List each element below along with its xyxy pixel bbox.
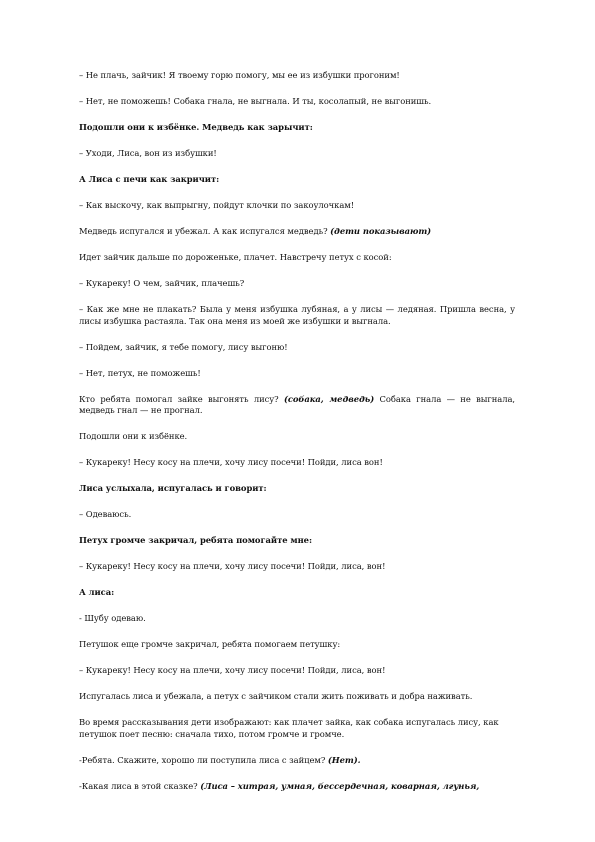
paragraph-text: – Кукареку! Несу косу на плечи, хочу лису посечи! Пойди, лиса вон! (79, 457, 383, 468)
paragraph (79, 613, 515, 625)
paragraph-text: Медведь испугался и убежал. А как испугался медведь? (79, 225, 331, 236)
paragraph (79, 639, 515, 651)
paragraph (79, 96, 515, 108)
paragraph-text: – Кукареку! Несу косу на плечи, хочу лису посечи! Пойди, лиса, вон! (79, 665, 386, 676)
paragraph-text: – Не плачь, зайчик! Я твоему горю помогу, мы ее из избушки прогоним! (79, 70, 400, 80)
paragraph-text: Во время рассказывания дети изображают: как плачет зайка, как собака испугалась лису, как петушок поет песню: сначала тихо, потом громче и громче. (79, 717, 499, 740)
paragraph (79, 252, 515, 264)
paragraph-text: – Кукареку! Несу косу на плечи, хочу лису посечи! Пойди, лиса, вон! (79, 561, 386, 572)
emphasis-text: А Лиса с печи как закричит: (79, 173, 220, 184)
paragraph-text: Кто ребята помогал зайке выгонять лису? (79, 393, 284, 404)
paragraph (79, 394, 515, 418)
paragraph (79, 200, 515, 212)
paragraph (79, 457, 515, 469)
paragraph-text: – Как выскочу, как выпрыгну, пойдут клочки по закоулочкам! (79, 199, 355, 210)
paragraph (79, 122, 515, 134)
paragraph-text: – Пойдем, зайчик, я тебе помогу, лису выгоню! (79, 341, 288, 352)
paragraph (79, 561, 515, 573)
paragraph (79, 755, 515, 767)
paragraph (79, 509, 515, 521)
paragraph (79, 587, 515, 599)
paragraph (79, 304, 515, 328)
paragraph (79, 535, 515, 547)
paragraph-text: - Шубу одеваю. (79, 613, 146, 624)
paragraph-text: Испугалась лиса и убежала, а петух с зайчиком стали жить поживать и добра наживать. (79, 691, 473, 702)
emphasis-text: Петух громче закричал, ребята помогайте мне: (79, 535, 312, 546)
paragraph-text: -Какая лиса в этой сказке? (79, 780, 201, 791)
paragraph (79, 226, 515, 238)
paragraph-text: – Как же мне не плакать? Была у меня избушка лубяная, а у лисы — ледяная. Пришла весна, у лисы избушка растаяла. Так она меня из моей же избушки и выгнала. (79, 303, 515, 326)
stage-direction-text: (дети показывают) (330, 225, 432, 236)
paragraph (79, 665, 515, 677)
paragraph (79, 483, 515, 495)
stage-direction-text: (собака, медведь) (283, 393, 375, 404)
emphasis-text: Лиса услыхала, испугалась и говорит: (79, 483, 267, 494)
stage-direction-text: (Лиса – хитрая, умная, бессердечная, коварная, лгунья, (200, 780, 480, 791)
emphasis-text: А лиса: (79, 587, 115, 598)
paragraph-text: Подошли они к избёнке. (79, 431, 188, 442)
paragraph-text: -Ребята. Скажите, хорошо ли поступила лиса с зайцем? (79, 755, 328, 765)
paragraph (79, 278, 515, 290)
paragraph-text: – Уходи, Лиса, вон из избушки! (79, 147, 217, 158)
stage-direction-text: (Нет). (327, 755, 361, 765)
paragraph (79, 342, 515, 354)
paragraph-text: Собака гнала — не выгнала, медведь гнал — не прогнал. (79, 393, 516, 416)
paragraph (79, 174, 515, 186)
paragraph (79, 717, 515, 741)
paragraph (79, 781, 515, 793)
paragraph-text: – Одеваюсь. (79, 509, 132, 520)
paragraph (79, 70, 515, 82)
paragraph-text: Петушок еще громче закричал, ребята помогаем петушку: (79, 639, 341, 650)
paragraph-text: Идет зайчик дальше по дороженьке, плачет. Навстречу петух с косой: (79, 251, 392, 262)
paragraph (79, 691, 515, 703)
emphasis-text: Подошли они к избёнке. Медведь как зарычит: (79, 121, 313, 132)
document-page (79, 70, 515, 807)
paragraph-text: – Кукареку! О чем, зайчик, плачешь? (79, 277, 245, 288)
paragraph (79, 148, 515, 160)
paragraph-text: – Нет, петух, не поможешь! (79, 367, 201, 378)
paragraph-text: – Нет, не поможешь! Собака гнала, не выгнала. И ты, косолапый, не выгонишь. (79, 95, 432, 106)
paragraph (79, 368, 515, 380)
paragraph (79, 431, 515, 443)
